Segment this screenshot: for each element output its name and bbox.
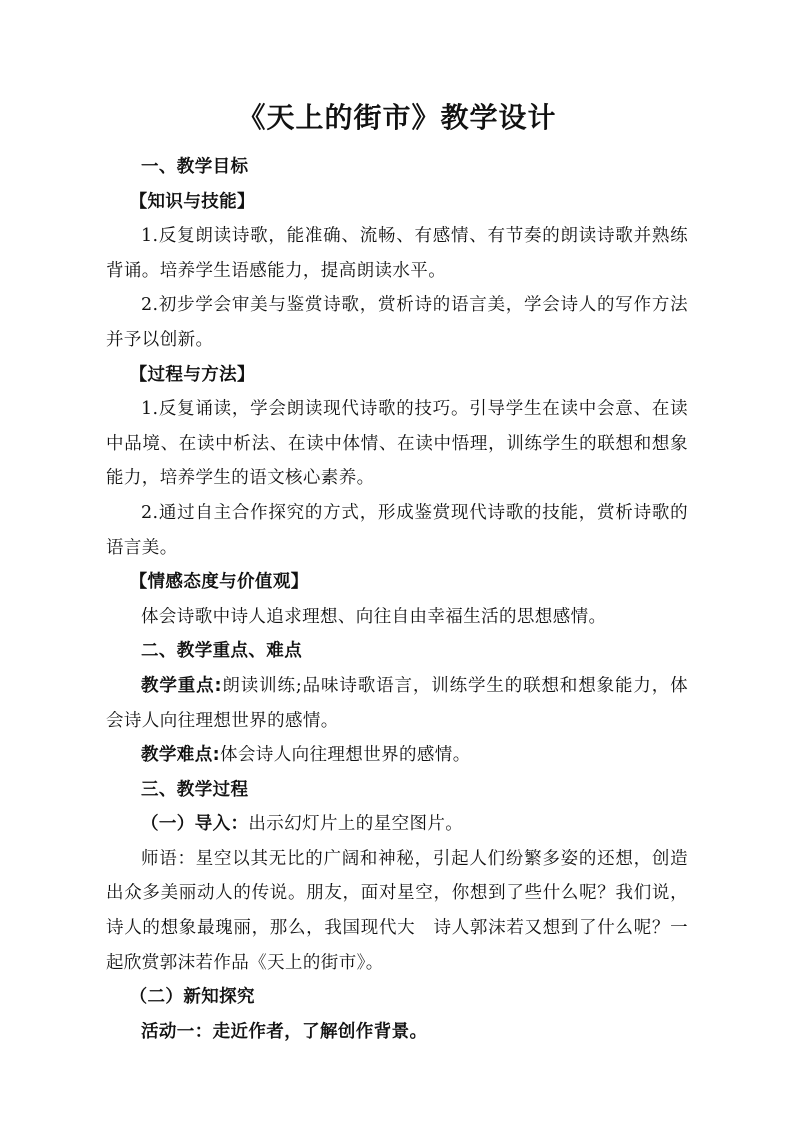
label-step-intro: （一）导入： (141, 814, 249, 835)
paragraph-teaching-difficulty (106, 738, 688, 773)
text-step-intro: 出示幻灯片上的星空图片。 (248, 814, 464, 835)
subheading-new-knowledge: （二）新知探究 (129, 987, 255, 1008)
paragraph-emotion: 体会诗歌中诗人追求理想、向往自由幸福生活的思想感情。 (141, 606, 607, 627)
document-title: 《天上的街市》教学设计 (237, 101, 557, 134)
paragraph-knowledge-1: 1.反复朗读诗歌，能准确、流畅、有感情、有节奏的朗读诗歌并熟练背诵。培养学生语感能力，提高朗读水平。 (106, 226, 688, 281)
text-teaching-difficulty: 体会诗人向往理想世界的感情。 (220, 745, 471, 766)
label-teaching-focus: 教学重点: (141, 675, 222, 696)
text-teaching-focus: 朗读训练;品味诗歌语言，训练学生的联想和想象能力，体会诗人向往理想世界的感情。 (106, 675, 689, 731)
subheading-process-methods: 【过程与方法】 (129, 364, 255, 385)
section-heading-process: 三、教学过程 (141, 779, 249, 800)
paragraph-knowledge-2: 2.初步学会审美与鉴赏诗歌，赏析诗的语言美，学会诗人的写作方法并予以创新。 (106, 295, 688, 350)
paragraph-teacher-speech: 师语：星空以其无比的广阔和神秘，引起人们纷繁多姿的还想，创造出众多美丽动人的传说。朋友，面对星空，你想到了些什么呢？我们说，诗人的想象最瑰丽，那么，我国现代大 诗人郭沫若又想到了什么呢？一起欣赏郭沫若作品《天上的街市》。 (106, 848, 688, 973)
subheading-emotion-values: 【情感态度与价值观】 (129, 572, 309, 593)
paragraph-activity-1: 活动一：走近作者，了解创作背景。 (141, 1021, 428, 1042)
subheading-knowledge-skills: 【知识与技能】 (129, 191, 255, 212)
label-teaching-difficulty: 教学难点: (141, 745, 220, 766)
paragraph-teaching-focus (106, 669, 688, 738)
section-heading-objectives: 一、教学目标 (141, 157, 249, 177)
paragraph-process-2: 2.通过自主合作探究的方式，形成鉴赏现代诗歌的技能，赏析诗歌的语言美。 (106, 502, 688, 558)
paragraph-process-1: 1.反复诵读，学会朗读现代诗歌的技巧。引导学生在读中会意、在读中品境、在读中析法、在读中体情、在读中悟理，训练学生的联想和想象能力，培养学生的语文核心素养。 (106, 399, 688, 489)
section-heading-key-points: 二、教学重点、难点 (141, 641, 303, 662)
paragraph-step-intro (106, 807, 688, 842)
